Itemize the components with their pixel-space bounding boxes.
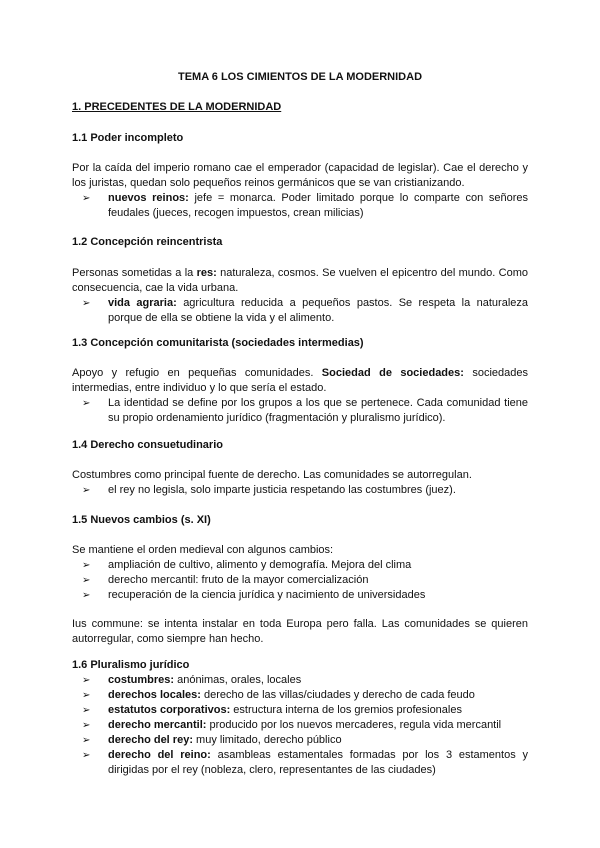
- arrow-bullet-icon: ➢: [82, 750, 91, 761]
- list-item: [82, 748, 528, 778]
- definition: agricultura reducida a pequeños pastos. Se respeta la naturaleza porque de ella se obtiene la vida y el alimento.: [108, 297, 529, 324]
- list-item: [82, 483, 528, 498]
- definition: recuperación de la ciencia jurídica y nacimiento de universidades: [108, 589, 426, 601]
- text: sociedades intermedias, entre individuo y lo que sería el estado.: [72, 367, 528, 394]
- bullet-list: [82, 483, 528, 498]
- definition: La identidad se define por los grupos a los que se pertenece. Cada comunidad tiene su propio ordenamiento jurídico (fragmentación y pluralismo jurídico).: [108, 397, 528, 424]
- bullet-list: [82, 558, 528, 603]
- definition: anónimas, orales, locales: [174, 674, 302, 686]
- definition: muy limitado, derecho público: [192, 734, 342, 746]
- subsection-heading-1-1: 1.1 Poder incompleto: [72, 132, 184, 144]
- term: nuevos reinos:: [108, 192, 189, 204]
- definition: ampliación de cultivo, alimento y demografía. Mejora del clima: [108, 559, 412, 571]
- list-item: [82, 718, 528, 733]
- subsection-heading-1-6: 1.6 Pluralismo jurídico: [72, 659, 190, 671]
- arrow-bullet-icon: ➢: [82, 298, 91, 309]
- text: Personas sometidas a la: [72, 267, 197, 279]
- term: derecho del rey:: [108, 734, 193, 746]
- paragraph: [72, 366, 528, 396]
- definition: producido por los nuevos mercaderes, regula vida mercantil: [206, 719, 502, 731]
- term: res:: [196, 267, 217, 279]
- paragraph: Se mantiene el orden medieval con algunos cambios:: [72, 544, 334, 556]
- definition: derecho de las villas/ciudades y derecho de cada feudo: [200, 689, 475, 701]
- list-item: [82, 703, 528, 718]
- arrow-bullet-icon: ➢: [82, 398, 91, 409]
- arrow-bullet-icon: ➢: [82, 675, 91, 686]
- list-item: [82, 191, 528, 221]
- list-item: [82, 673, 528, 688]
- text: Apoyo y refugio en pequeñas comunidades.: [72, 367, 322, 379]
- arrow-bullet-icon: ➢: [82, 705, 91, 716]
- definition: estructura interna de los gremios profesionales: [230, 704, 462, 716]
- paragraph: Por la caída del imperio romano cae el emperador (capacidad de legislar). Cae el derecho y los juristas, quedan solo pequeños reinos germánicos que se van cristianizando.: [72, 162, 528, 189]
- list-item: [82, 396, 528, 426]
- definition: jefe = monarca. Poder limitado porque lo comparte con señores feudales (jueces, recogen impuestos, crean milicias): [108, 192, 528, 219]
- term: derecho del reino:: [108, 749, 211, 761]
- arrow-bullet-icon: ➢: [82, 720, 91, 731]
- list-item: [82, 733, 528, 748]
- list-item: [82, 688, 528, 703]
- arrow-bullet-icon: ➢: [82, 575, 91, 586]
- term: derecho mercantil:: [108, 719, 207, 731]
- subsection-heading-1-4: 1.4 Derecho consuetudinario: [72, 439, 223, 451]
- section-heading-1: 1. PRECEDENTES DE LA MODERNIDAD: [72, 101, 282, 113]
- bullet-list: [82, 396, 528, 426]
- paragraph: Costumbres como principal fuente de derecho. Las comunidades se autorregulan.: [72, 469, 472, 481]
- text: naturaleza, cosmos. Se vuelven el epicentro del mundo. Como consecuencia, cae la vida urbana.: [72, 267, 528, 294]
- list-item: [82, 296, 528, 326]
- list-item: [82, 573, 528, 588]
- term: derechos locales:: [108, 689, 201, 701]
- paragraph: [72, 266, 528, 296]
- term: estatutos corporativos:: [108, 704, 231, 716]
- arrow-bullet-icon: ➢: [82, 590, 91, 601]
- arrow-bullet-icon: ➢: [82, 690, 91, 701]
- definition: el rey no legisla, solo imparte justicia respetando las costumbres (juez).: [108, 484, 456, 496]
- bullet-list: [82, 296, 528, 326]
- list-item: [82, 558, 528, 573]
- arrow-bullet-icon: ➢: [82, 735, 91, 746]
- bullet-list: [82, 191, 528, 221]
- term: Sociedad de sociedades:: [321, 367, 464, 379]
- definition: asambleas estamentales formadas por los 3 estamentos y dirigidas por el rey (nobleza, clero, representantes de las ciudades): [108, 749, 528, 776]
- arrow-bullet-icon: ➢: [82, 193, 91, 204]
- list-item: [82, 588, 528, 603]
- paragraph: Ius commune: se intenta instalar en toda Europa pero falla. Las comunidades se quieren autorregular, como siempre han hecho.: [72, 618, 528, 645]
- document-title: TEMA 6 LOS CIMIENTOS DE LA MODERNIDAD: [177, 71, 423, 83]
- term: costumbres:: [108, 674, 175, 686]
- term: vida agraria:: [108, 297, 177, 309]
- subsection-heading-1-5: 1.5 Nuevos cambios (s. XI): [72, 514, 211, 526]
- bullet-list: [82, 673, 528, 778]
- subsection-heading-1-2: 1.2 Concepción reincentrista: [72, 236, 223, 248]
- subsection-heading-1-3: 1.3 Concepción comunitarista (sociedades intermedias): [72, 337, 364, 349]
- arrow-bullet-icon: ➢: [82, 485, 91, 496]
- definition: derecho mercantil: fruto de la mayor comercialización: [108, 574, 369, 586]
- arrow-bullet-icon: ➢: [82, 560, 91, 571]
